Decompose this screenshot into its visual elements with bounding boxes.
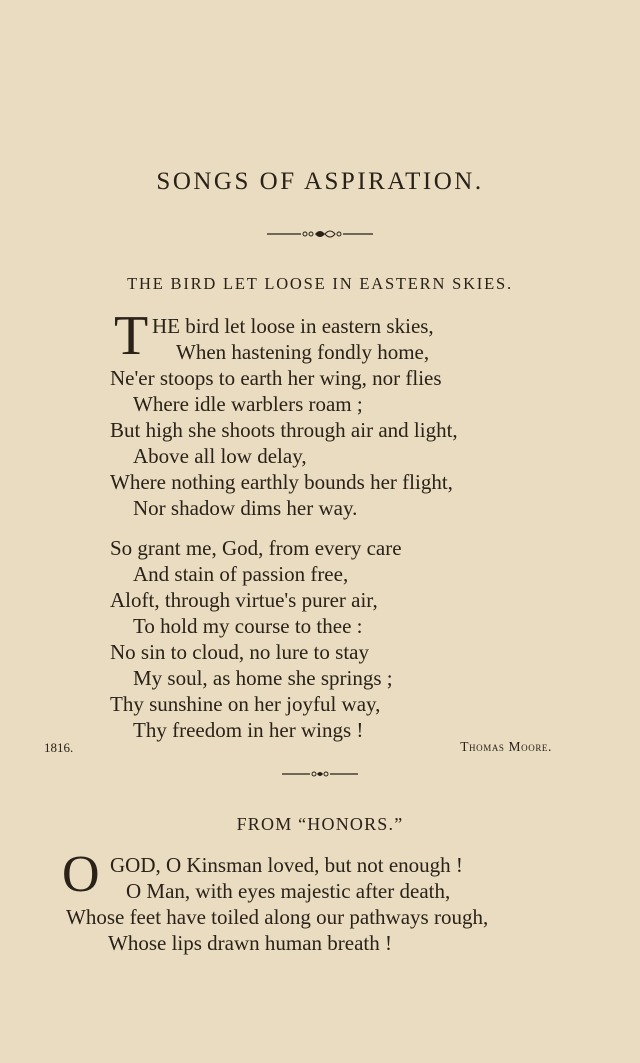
poem1-line-8: Nor shadow dims her way. xyxy=(133,496,358,520)
poem1-line-5: But high she shoots through air and light, xyxy=(110,418,458,442)
poem1-line-16: Thy freedom in her wings ! xyxy=(133,718,364,742)
poem1-line-11: Aloft, through virtue's purer air, xyxy=(110,588,378,612)
poem1-line-12: To hold my course to thee : xyxy=(133,614,363,638)
poem-title-2: FROM “HONORS.” xyxy=(236,814,404,834)
poem1-line-1: HE bird let loose in eastern skies, xyxy=(152,314,434,338)
poem2-line-4: Whose lips drawn human breath ! xyxy=(108,931,393,955)
poem1-line-14: My soul, as home she springs ; xyxy=(133,666,393,690)
poem2-line-1: GOD, O Kinsman loved, but not enough ! xyxy=(110,853,463,877)
poem-title-1: THE BIRD LET LOOSE IN EASTERN SKIES. xyxy=(127,274,513,293)
drop-cap-t: T xyxy=(114,305,149,367)
poem1-line-4: Where idle warblers roam ; xyxy=(133,392,363,416)
poem2-line-3: Whose feet have toiled along our pathways rough, xyxy=(66,905,489,929)
ornament-divider-middle xyxy=(0,766,640,782)
poem1-author: Thomas Moore. xyxy=(460,739,552,754)
poem1-line-7: Where nothing earthly bounds her flight, xyxy=(110,470,453,494)
poem1-line-15: Thy sunshine on her joyful way, xyxy=(110,692,381,716)
poem1-line-2: When hastening fondly home, xyxy=(176,340,430,364)
drop-cap-o: O xyxy=(62,846,100,903)
poem2-line-2: O Man, with eyes majestic after death, xyxy=(126,879,451,903)
poem1-year: 1816. xyxy=(44,740,74,755)
poem1-line-10: And stain of passion free, xyxy=(133,562,349,586)
section-title: SONGS OF ASPIRATION. xyxy=(156,168,484,195)
poem1-line-3: Ne'er stoops to earth her wing, nor flies xyxy=(110,366,442,390)
poem1-line-9: So grant me, God, from every care xyxy=(110,536,402,560)
poem1-line-6: Above all low delay, xyxy=(133,444,307,468)
ornament-divider-top xyxy=(0,226,640,242)
poem1-line-13: No sin to cloud, no lure to stay xyxy=(110,640,369,664)
